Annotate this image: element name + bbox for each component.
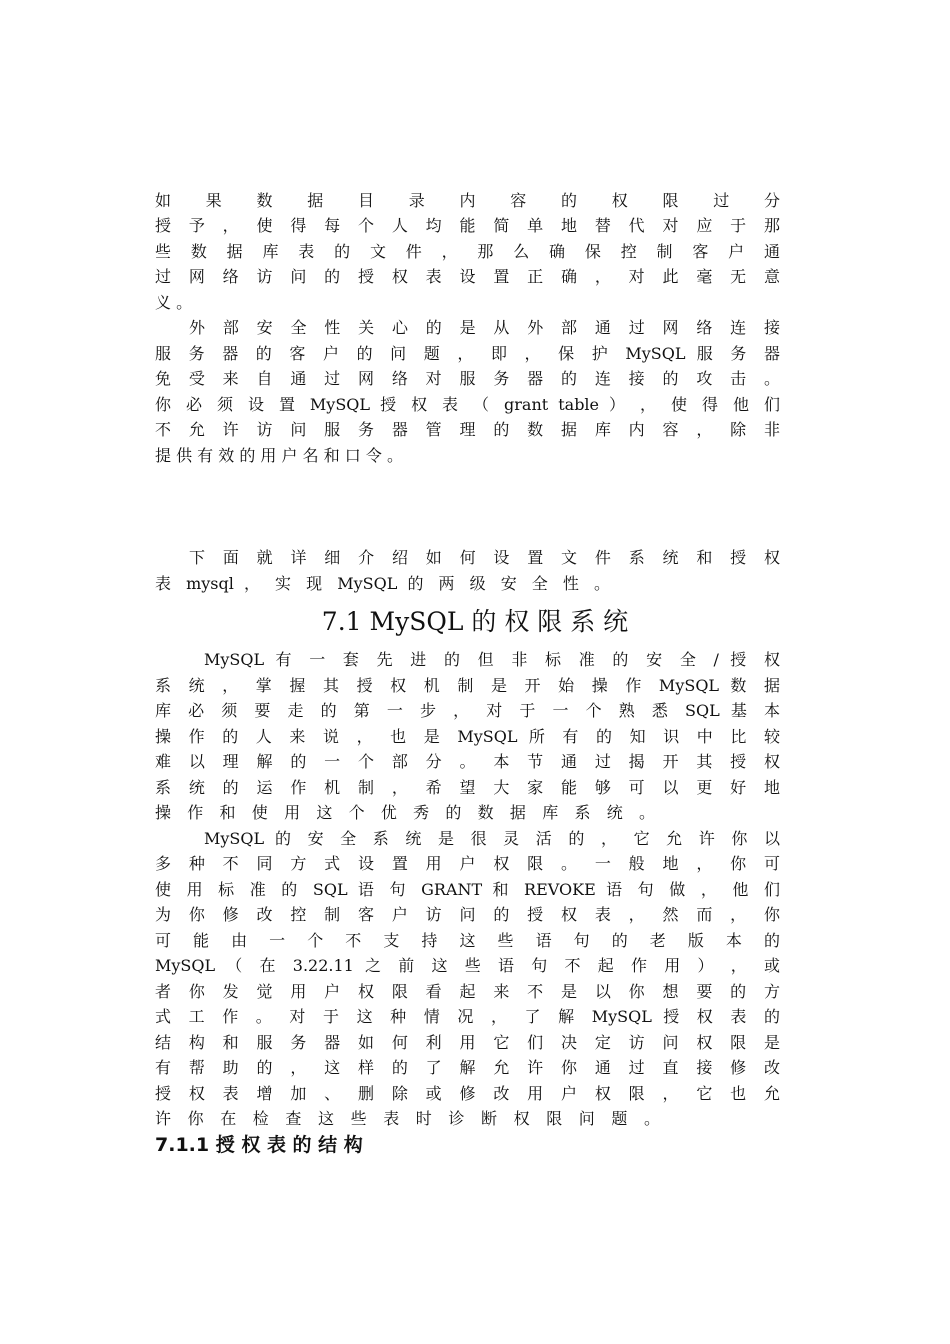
paragraph-4-line-5: 难 以 理 解 的 一 个 部 分 。 本 节 通 过 揭 开 其 授 权 (155, 752, 780, 771)
paragraph-5-line-11: 授 权 表 增 加 、 删 除 或 修 改 用 户 权 限 ， 它 也 允 (155, 1084, 780, 1103)
paragraph-2-line-5: 不 允 许 访 问 服 务 器 管 理 的 数 据 库 内 容 ， 除 非 (155, 420, 780, 439)
paragraph-5-line-2: 多 种 不 同 方 式 设 置 用 户 权 限 。 一 般 地 ， 你 可 (155, 854, 780, 873)
paragraph-1-line-1: 如 果 数 据 目 录 内 容 的 权 限 过 分 (155, 191, 780, 210)
paragraph-5-line-5: 可 能 由 一 个 不 支 持 这 些 语 句 的 老 版 本 的 (155, 931, 780, 950)
paragraph-2-line-3: 免 受 来 自 通 过 网 络 对 服 务 器 的 连 接 的 攻 击 。 (155, 369, 780, 388)
paragraph-5-line-8: 式 工 作 。 对 于 这 种 情 况 ， 了 解 MySQL 授 权 表 的 (155, 1007, 780, 1026)
paragraph-4-line-6: 系 统 的 运 作 机 制 ， 希 望 大 家 能 够 可 以 更 好 地 (155, 778, 780, 797)
paragraph-2-line-4: 你 必 须 设 置 MySQL 授 权 表 （ grant table ） ， 使 得 他 们 (155, 395, 780, 414)
paragraph-5-line-7: 者 你 发 觉 用 户 权 限 看 起 来 不 是 以 你 想 要 的 方 (155, 982, 780, 1001)
paragraph-5-line-10: 有 帮 助 的 ， 这 样 的 了 解 允 许 你 通 过 直 接 修 改 (155, 1058, 780, 1077)
subsection-heading: 7.1.1 授 权 表 的 结 构 (155, 1134, 363, 1156)
paragraph-5-line-4: 为 你 修 改 控 制 客 户 访 问 的 授 权 表 ， 然 而 ， 你 (155, 905, 780, 924)
paragraph-4-line-3: 库 必 须 要 走 的 第 一 步 ， 对 于 一 个 熟 悉 SQL 基 本 (155, 701, 780, 720)
paragraph-2-line-1: 外 部 安 全 性 关 心 的 是 从 外 部 通 过 网 络 连 接 (189, 318, 780, 337)
paragraph-1-line-5: 义 。 (155, 293, 193, 312)
paragraph-4-line-4: 操 作 的 人 来 说 ， 也 是 MySQL 所 有 的 知 识 中 比 较 (155, 727, 780, 746)
paragraph-5-line-12: 许 你 在 检 查 这 些 表 时 诊 断 权 限 问 题 。 (155, 1109, 660, 1128)
paragraph-5-line-3: 使 用 标 准 的 SQL 语 句 GRANT 和 REVOKE 语 句 做 ， 他 们 (155, 880, 780, 899)
paragraph-4-line-7: 操 作 和 使 用 这 个 优 秀 的 数 据 库 系 统 。 (155, 803, 655, 822)
paragraph-5-line-6: MySQL （ 在 3.22.11 之 前 这 些 语 句 不 起 作 用 ） ， 或 (155, 956, 780, 975)
paragraph-1-line-3: 些 数 据 库 表 的 文 件 ， 那 么 确 保 控 制 客 户 通 (155, 242, 780, 261)
paragraph-4-line-2: 系 统 ， 掌 握 其 授 权 机 制 是 开 始 操 作 MySQL 数 据 (155, 676, 780, 695)
paragraph-5-line-9: 结 构 和 服 务 器 如 何 利 用 它 们 决 定 访 问 权 限 是 (155, 1033, 780, 1052)
paragraph-4-line-1: MySQL 有 一 套 先 进 的 但 非 标 准 的 安 全 / 授 权 (204, 650, 780, 669)
section-heading: 7.1 MySQL 的 权 限 系 统 (321, 607, 629, 636)
paragraph-1-line-4: 过 网 络 访 问 的 授 权 表 设 置 正 确 ， 对 此 毫 无 意 (155, 267, 780, 286)
paragraph-5-line-1: MySQL 的 安 全 系 统 是 很 灵 活 的 ， 它 允 许 你 以 (204, 829, 780, 848)
paragraph-1-line-2: 授 予 ， 使 得 每 个 人 均 能 简 单 地 替 代 对 应 于 那 (155, 216, 780, 235)
paragraph-3-line-1: 下 面 就 详 细 介 绍 如 何 设 置 文 件 系 统 和 授 权 (189, 548, 780, 567)
paragraph-2-line-2: 服 务 器 的 客 户 的 问 题 ， 即 ， 保 护 MySQL 服 务 器 (155, 344, 780, 363)
paragraph-3-line-2: 表 mysql ， 实 现 MySQL 的 两 级 安 全 性 。 (155, 574, 610, 593)
paragraph-2-line-6: 提 供 有 效 的 用 户 名 和 口 令 。 (155, 446, 403, 465)
